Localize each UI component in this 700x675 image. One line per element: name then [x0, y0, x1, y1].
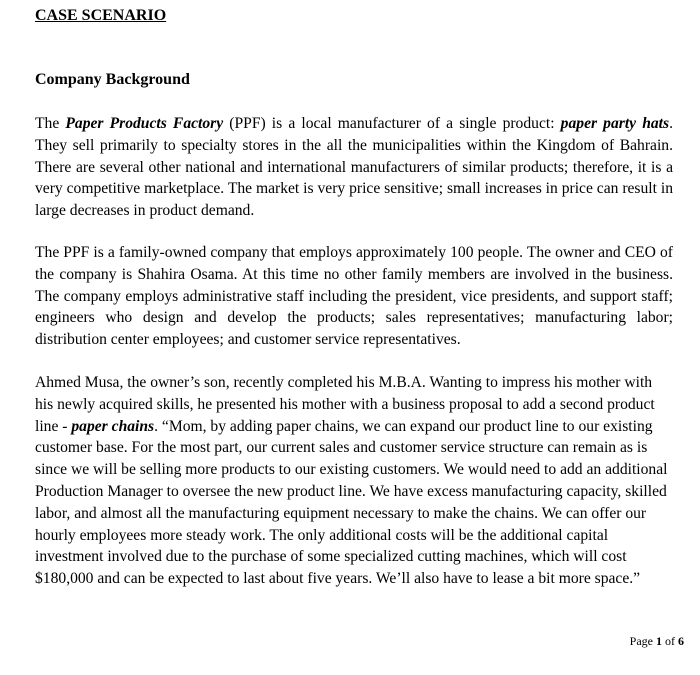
page-footer: [630, 633, 684, 649]
page-total: 6: [678, 634, 684, 648]
paragraph-text: (PPF) is a local manufacturer of a single product:: [223, 115, 561, 132]
company-name: Paper Products Factory: [65, 115, 224, 132]
new-product-name: paper chains: [71, 417, 155, 435]
page-number: 1: [656, 634, 662, 648]
paragraph-business-proposal: [35, 372, 673, 590]
company-background-heading: Company Background: [35, 71, 190, 88]
page-label: Page: [629, 634, 656, 648]
product-name: paper party hats: [560, 115, 670, 132]
paragraph-company-intro: [35, 113, 673, 222]
case-scenario-heading: CASE SCENARIO: [35, 7, 167, 24]
paragraph-text: . “Mom, by adding paper chains, we can expand our product line to our existing customer base. For the most part, our current sales and customer service structure can remain as is since we will be selling more products to our existing customers. We would need to add an additional Production Manager to oversee the new product line. We have excess manufacturing capacity, skilled labor, and almost all the manufacturing equipment necessary to make the chains. We can offer our hourly employees more steady work. The only additional costs will be the additional capital investment involved due to the purchase of some specialized cutting machines, which will cost $180,000 and can be expected to last about five years. We’ll also have to lease a bit more space.”: [35, 417, 668, 588]
paragraph-company-structure: The PPF is a family-owned company that employs approximately 100 people. The owner and CEO of the company is Shahira Osama. At this time no other family members are involved in the business. The company employs administrative staff including the president, vice presidents, and support staff; engineers who design and develop the products; sales representatives; manufacturing labor; distribution center employees; and customer service representatives.: [35, 244, 673, 349]
paragraph-text: The: [35, 115, 66, 132]
paragraph-text: . They sell primarily to specialty stores in the all the municipalities within the Kingdom of Bahrain. There are several other national and international manufacturers of similar products; therefore, it is a very competitive marketplace. The market is very price sensitive; small increases in price can result in large decreases in product demand.: [35, 115, 673, 220]
of-label: of: [662, 634, 678, 648]
paragraph-text: Ahmed Musa, the owner’s son, recently completed his M.B.A. Wanting to impress his mother with his newly acquired skills, he presented his mother with a business proposal to add a second product line -: [35, 374, 655, 435]
